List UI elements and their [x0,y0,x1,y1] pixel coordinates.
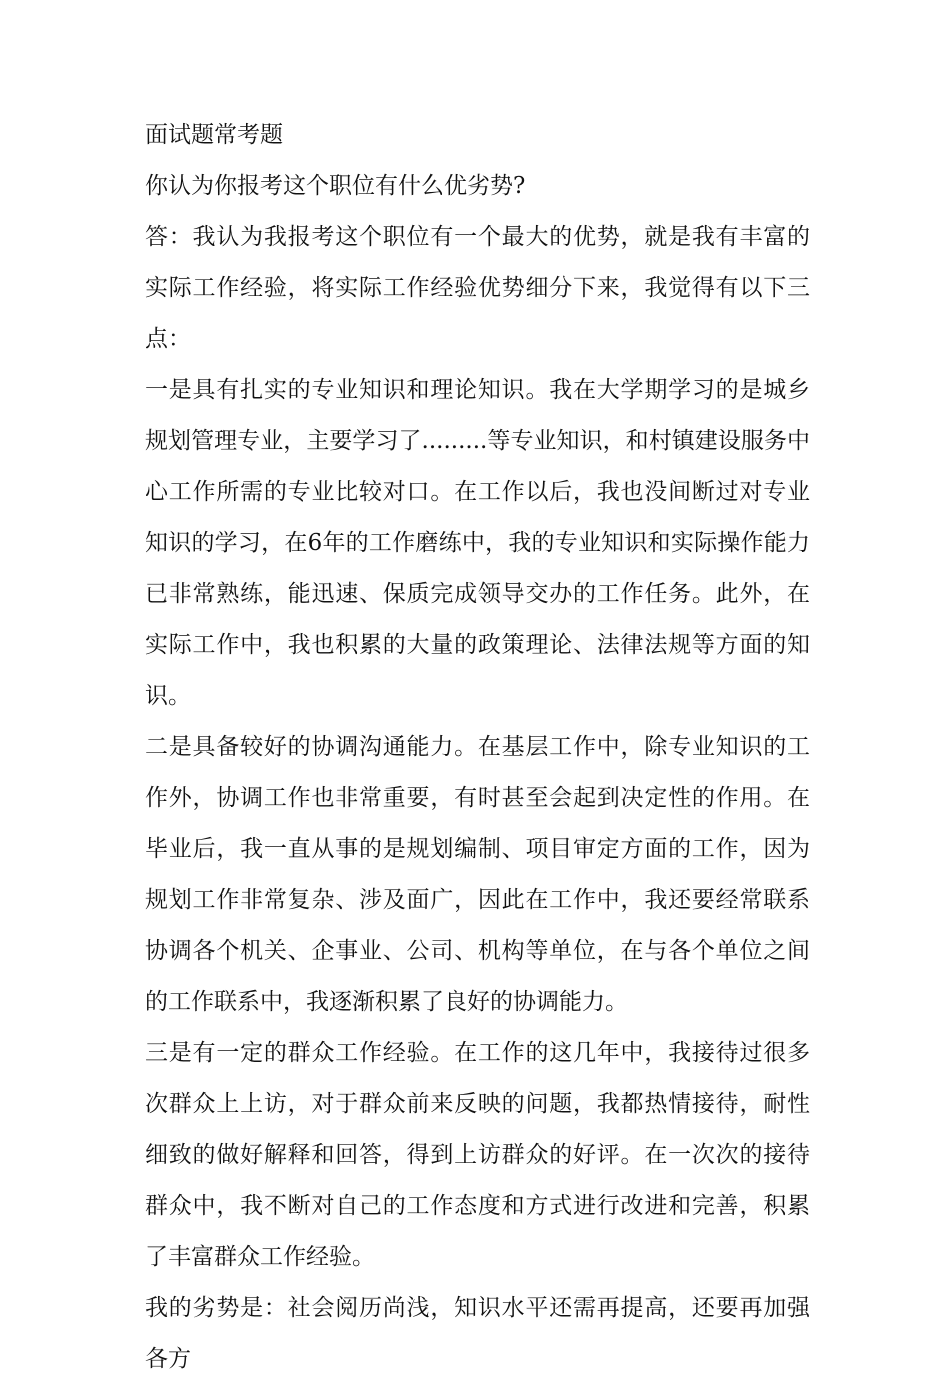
advantage-three-paragraph: 三是有一定的群众工作经验。在工作的这几年中，我接待过很多次群众上上访，对于群众前来反映的问题，我都热情接待，耐性细致的做好解释和回答，得到上访群众的好评。在一次次的接待群众中，我不断对自己的工作态度和方式进行改进和完善，积累了丰富群众工作经验。 [145,1040,810,1270]
document-body [145,110,810,1385]
advantage-two-paragraph: 二是具备较好的协调沟通能力。在基层工作中，除专业知识的工作外，协调工作也非常重要，有时甚至会起到决定性的作用。在毕业后，我一直从事的是规划编制、项目审定方面的工作，因为规划工作非常复杂、涉及面广，因此在工作中，我还要经常联系协调各个机关、企事业、公司、机构等单位，在与各个单位之间的工作联系中，我逐渐积累了良好的协调能力。 [145,734,810,1015]
answer-intro-paragraph: 答：我认为我报考这个职位有一个最大的优势，就是我有丰富的实际工作经验，将实际工作经验优势细分下来，我觉得有以下三点： [145,224,810,352]
document-title: 面试题常考题 [145,122,283,148]
interview-question: 你认为你报考这个职位有什么优劣势? [145,173,526,199]
advantage-one-paragraph: 一是具有扎实的专业知识和理论知识。我在大学期学习的是城乡规划管理专业，主要学习了.........等专业知识，和村镇建设服务中心工作所需的专业比较对口。在工作以后，我也没间断过对专业知识的学习，在6年的工作磨练中，我的专业知识和实际操作能力已非常熟练，能迅速、保质完成领导交办的工作任务。此外，在实际工作中，我也积累的大量的政策理论、法律法规等方面的知识。 [145,377,810,709]
disadvantage-paragraph: 我的劣势是：社会阅历尚浅，知识水平还需再提高，还要再加强各方 [145,1295,810,1372]
